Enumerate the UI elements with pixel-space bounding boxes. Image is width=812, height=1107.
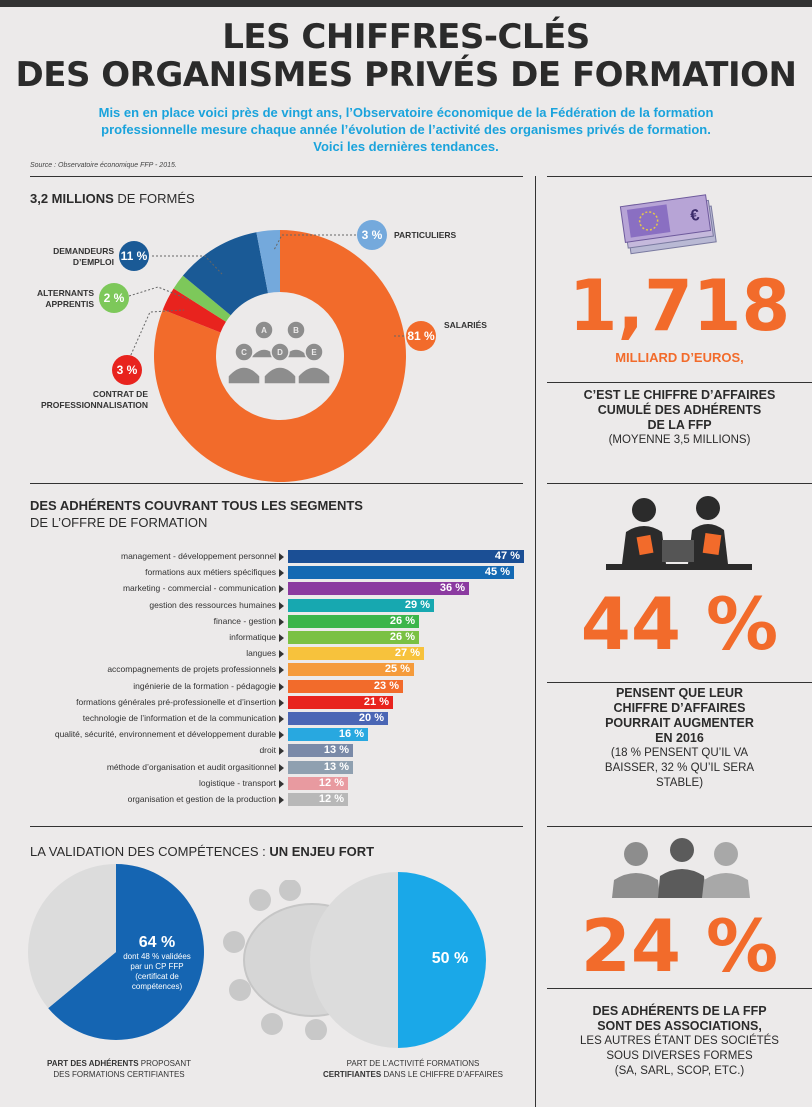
segments-title: [30, 497, 363, 531]
label-alternants-line1: ALTERNANTS: [37, 288, 94, 298]
bar-arrow-icon-12: [279, 747, 284, 755]
bar-arrow-icon-10: [279, 715, 284, 723]
bar-value-7: 25 %: [384, 663, 410, 676]
bar-7: [288, 663, 414, 676]
bar-label-13: méthode d’organisation et audit orgasitionnel: [106, 761, 276, 772]
activite-slice-1: [310, 872, 398, 1048]
page-title-line1: LES CHIFFRES-CLÉS: [222, 17, 590, 57]
bar-arrow-icon-8: [279, 683, 284, 691]
bar-value-15: 12 %: [318, 793, 344, 805]
person-letter-c: C: [241, 348, 247, 357]
bar-10: [288, 712, 388, 725]
pie1-line3: (certificat de: [135, 972, 179, 981]
ca-line3: DE LA FFP: [647, 418, 712, 432]
subtitle-line2: professionnelle mesure chaque année l’évolution de l’activité des organismes privés de formation.: [101, 122, 711, 137]
connector-particuliers: [274, 235, 356, 250]
bar-label-11: qualité, sécurité, environnement et développement durable: [54, 729, 276, 740]
bar-12: [288, 744, 353, 757]
label-contrat-line1: CONTRAT DE: [92, 389, 148, 399]
bar-label-0: management - développement personnel: [121, 551, 276, 561]
bar-arrow-icon-9: [279, 699, 284, 707]
label-alternants: [20, 288, 94, 310]
badge-alternants: 2 %: [99, 283, 129, 313]
big-number-44: 44 %: [580, 582, 779, 666]
person-letter-a: A: [261, 326, 267, 335]
label-contrat-line2: PROFESSIONNALISATION: [40, 400, 148, 410]
bar-value-11: 16 %: [338, 728, 364, 741]
divider-right-3: [547, 826, 812, 827]
bar-15: [288, 793, 348, 806]
pie1-caption: [24, 1058, 214, 1080]
bar-3: [288, 599, 434, 612]
hausse-line6: BAISSER, 32 % QU’IL SERA: [604, 762, 755, 774]
label-demandeurs-line1: DEMANDEURS: [53, 246, 114, 256]
subtitle-line1: Mis en en place voici près de vingt ans, l’Observatoire économique de la Fédération de la formation: [98, 105, 714, 120]
pie1-caption-bold: PART DES ADHÉRENTS: [46, 1059, 139, 1068]
bar-5: [288, 631, 419, 644]
connector-demandeurs: [152, 256, 222, 274]
divider-right-1b: [547, 382, 812, 383]
label-alternants-line2: APPRENTIS: [45, 299, 94, 309]
bar-label-15: organisation et gestion de la production: [127, 794, 276, 804]
big-number-24: 24 %: [580, 904, 779, 988]
segments-title-line2: DE L’OFFRE DE FORMATION: [30, 515, 208, 530]
page-title-line2: DES ORGANISMES PRIVÉS DE FORMATION: [15, 55, 797, 95]
pie2-caption-line1: PART DE L’ACTIVITÉ FORMATIONS: [346, 1059, 480, 1068]
person-letter-e: E: [311, 348, 317, 357]
label-contrat: [30, 389, 148, 411]
person-letter-b: B: [293, 326, 299, 335]
hausse-line7: STABLE): [655, 777, 704, 789]
badge-demandeurs: 11 %: [119, 241, 149, 271]
bar-0: [288, 550, 524, 563]
subtitle-line3: Voici les dernières tendances.: [313, 139, 499, 154]
bar-arrow-icon-15: [279, 796, 284, 804]
divider-top-right: [547, 176, 812, 177]
bar-label-8: ingénierie de la formation - pédagogie: [133, 680, 276, 691]
hausse-line4: EN 2016: [655, 731, 704, 745]
pie1-caption-rest: PROPOSANT: [138, 1059, 191, 1068]
bar-value-5: 26 %: [389, 631, 415, 643]
hausse-line1: PENSENT QUE LEUR: [615, 686, 744, 700]
bar-11: [288, 728, 368, 741]
divider-right-3b: [547, 988, 812, 989]
bar-arrow-icon-7: [279, 666, 284, 674]
bar-label-6: langues: [246, 648, 276, 659]
segments-title-line1: DES ADHÉRENTS COUVRANT TOUS LES SEGMENTS: [30, 498, 363, 513]
bar-arrow-icon-6: [279, 650, 284, 658]
bar-value-3: 29 %: [404, 598, 430, 611]
connector-alternants: [129, 287, 190, 300]
bar-value-0: 47 %: [494, 550, 520, 562]
bar-label-3: gestion des ressources humaines: [149, 599, 276, 610]
bar-14: [288, 777, 348, 790]
ca-description: [547, 388, 812, 448]
big-number-ca: 1,718: [568, 265, 791, 347]
bar-13: [288, 761, 353, 774]
pie1-value: 64 %: [138, 934, 176, 951]
bar-1: [288, 566, 514, 579]
bar-label-4: finance - gestion: [213, 615, 276, 626]
assoc-line3: LES AUTRES ÉTANT DES SOCIÉTÉS: [580, 1035, 779, 1047]
bar-label-2: marketing - commercial - communication: [122, 583, 276, 594]
hausse-line5: (18 % PENSENT QU’IL VA: [610, 747, 749, 759]
bar-4: [288, 615, 419, 628]
bar-label-10: technologie de l’information et de la communication: [82, 713, 276, 723]
pie2-value: 50 %: [431, 950, 469, 967]
bar-label-1: formations aux métiers spécifiques: [145, 567, 276, 578]
label-demandeurs-line2: D’EMPLOI: [72, 257, 114, 267]
bar-label-9: formations générales pré-professionelle et d’insertion: [76, 696, 276, 707]
people-group-icon: [224, 318, 336, 386]
bar-value-8: 23 %: [373, 679, 399, 692]
ca-line4: (MOYENNE 3,5 MILLIONS): [608, 434, 751, 446]
bar-8: [288, 680, 403, 693]
source-note: Source : Observatoire économique FFP - 2015.: [30, 162, 177, 169]
pie1-line2: par un CP FFP: [130, 962, 184, 971]
assoc-line1: DES ADHÉRENTS DE LA FFP: [592, 1004, 767, 1018]
hausse-line2: CHIFFRE D’AFFAIRES: [613, 701, 746, 715]
euro-symbol: €: [689, 206, 701, 226]
bar-value-1: 45 %: [484, 566, 510, 579]
bar-arrow-icon-3: [279, 602, 284, 610]
formes-title-bold: 3,2 MILLIONS: [30, 191, 114, 206]
pie1-line1: dont 48 % validées: [123, 952, 191, 961]
divider-right-2: [547, 483, 812, 484]
three-people-icon: [606, 836, 756, 900]
bar-label-7: accompagnements de projets professionnels: [107, 664, 276, 675]
ca-line2: CUMULÉ DES ADHÉRENTS: [597, 403, 762, 417]
badge-contrat: 3 %: [112, 355, 142, 385]
bar-arrow-icon-1: [279, 569, 284, 577]
badge-particuliers: 3 %: [357, 220, 387, 250]
bar-label-14: logistique - transport: [198, 777, 276, 788]
segments-bar-chart: [0, 550, 530, 810]
bar-value-14: 12 %: [318, 776, 344, 789]
bar-value-12: 13 %: [323, 744, 349, 757]
bar-arrow-icon-0: [279, 553, 284, 561]
associations-description: [547, 1004, 812, 1079]
bar-arrow-icon-13: [279, 764, 284, 772]
pie1-caption-line2: DES FORMATIONS CERTIFIANTES: [53, 1070, 185, 1079]
bar-value-10: 20 %: [358, 712, 384, 724]
bar-value-4: 26 %: [389, 614, 415, 627]
formes-title-rest: DE FORMÉS: [113, 191, 195, 206]
bar-label-5: informatique: [229, 632, 276, 642]
bar-9: [288, 696, 393, 709]
badge-salaries: 81 %: [406, 321, 436, 351]
bar-arrow-icon-4: [279, 618, 284, 626]
pie2-caption-rest: DANS LE CHIFFRE D’AFFAIRES: [381, 1070, 504, 1079]
validation-title-normal: LA VALIDATION DES COMPÉTENCES :: [30, 844, 270, 859]
pie2-caption: [300, 1058, 526, 1080]
business-meeting-icon: [604, 494, 754, 574]
bar-2: [288, 582, 469, 595]
bar-value-9: 21 %: [363, 695, 389, 708]
hausse-line3: POURRAIT AUGMENTER: [605, 716, 754, 730]
pie1-line4: compétences): [131, 982, 183, 991]
validation-title: [30, 844, 374, 859]
bar-arrow-icon-11: [279, 731, 284, 739]
bar-arrow-icon-14: [279, 780, 284, 788]
assoc-line2: SONT DES ASSOCIATIONS,: [597, 1019, 762, 1033]
banknotes-icon: [615, 182, 725, 262]
validation-title-bold: UN ENJEU FORT: [269, 844, 375, 859]
bar-value-13: 13 %: [323, 760, 349, 773]
label-salaries: SALARIÉS: [444, 320, 487, 330]
assoc-line5: (SA, SARL, SCOP, ETC.): [614, 1065, 745, 1077]
pie1-label: [116, 934, 198, 992]
ca-line1: C’EST LE CHIFFRE D’AFFAIRES: [583, 388, 776, 402]
divider-right-2b: [547, 682, 812, 683]
big-number-ca-unit: MILLIARD D’EUROS,: [615, 350, 744, 365]
bar-value-2: 36 %: [439, 582, 465, 595]
label-particuliers: PARTICULIERS: [394, 230, 457, 240]
bar-value-6: 27 %: [394, 647, 420, 660]
bar-arrow-icon-5: [279, 634, 284, 642]
pie2-caption-bold: CERTIFIANTES: [322, 1070, 382, 1079]
label-demandeurs: [40, 246, 114, 268]
ca-hausse-description: [547, 686, 812, 791]
assoc-line4: SOUS DIVERSES FORMES: [606, 1050, 753, 1062]
bar-6: [288, 647, 424, 660]
bar-arrow-icon-2: [279, 585, 284, 593]
divider-left-3: [30, 826, 523, 827]
person-letter-d: D: [277, 348, 283, 357]
bar-label-12: droit: [259, 745, 276, 756]
